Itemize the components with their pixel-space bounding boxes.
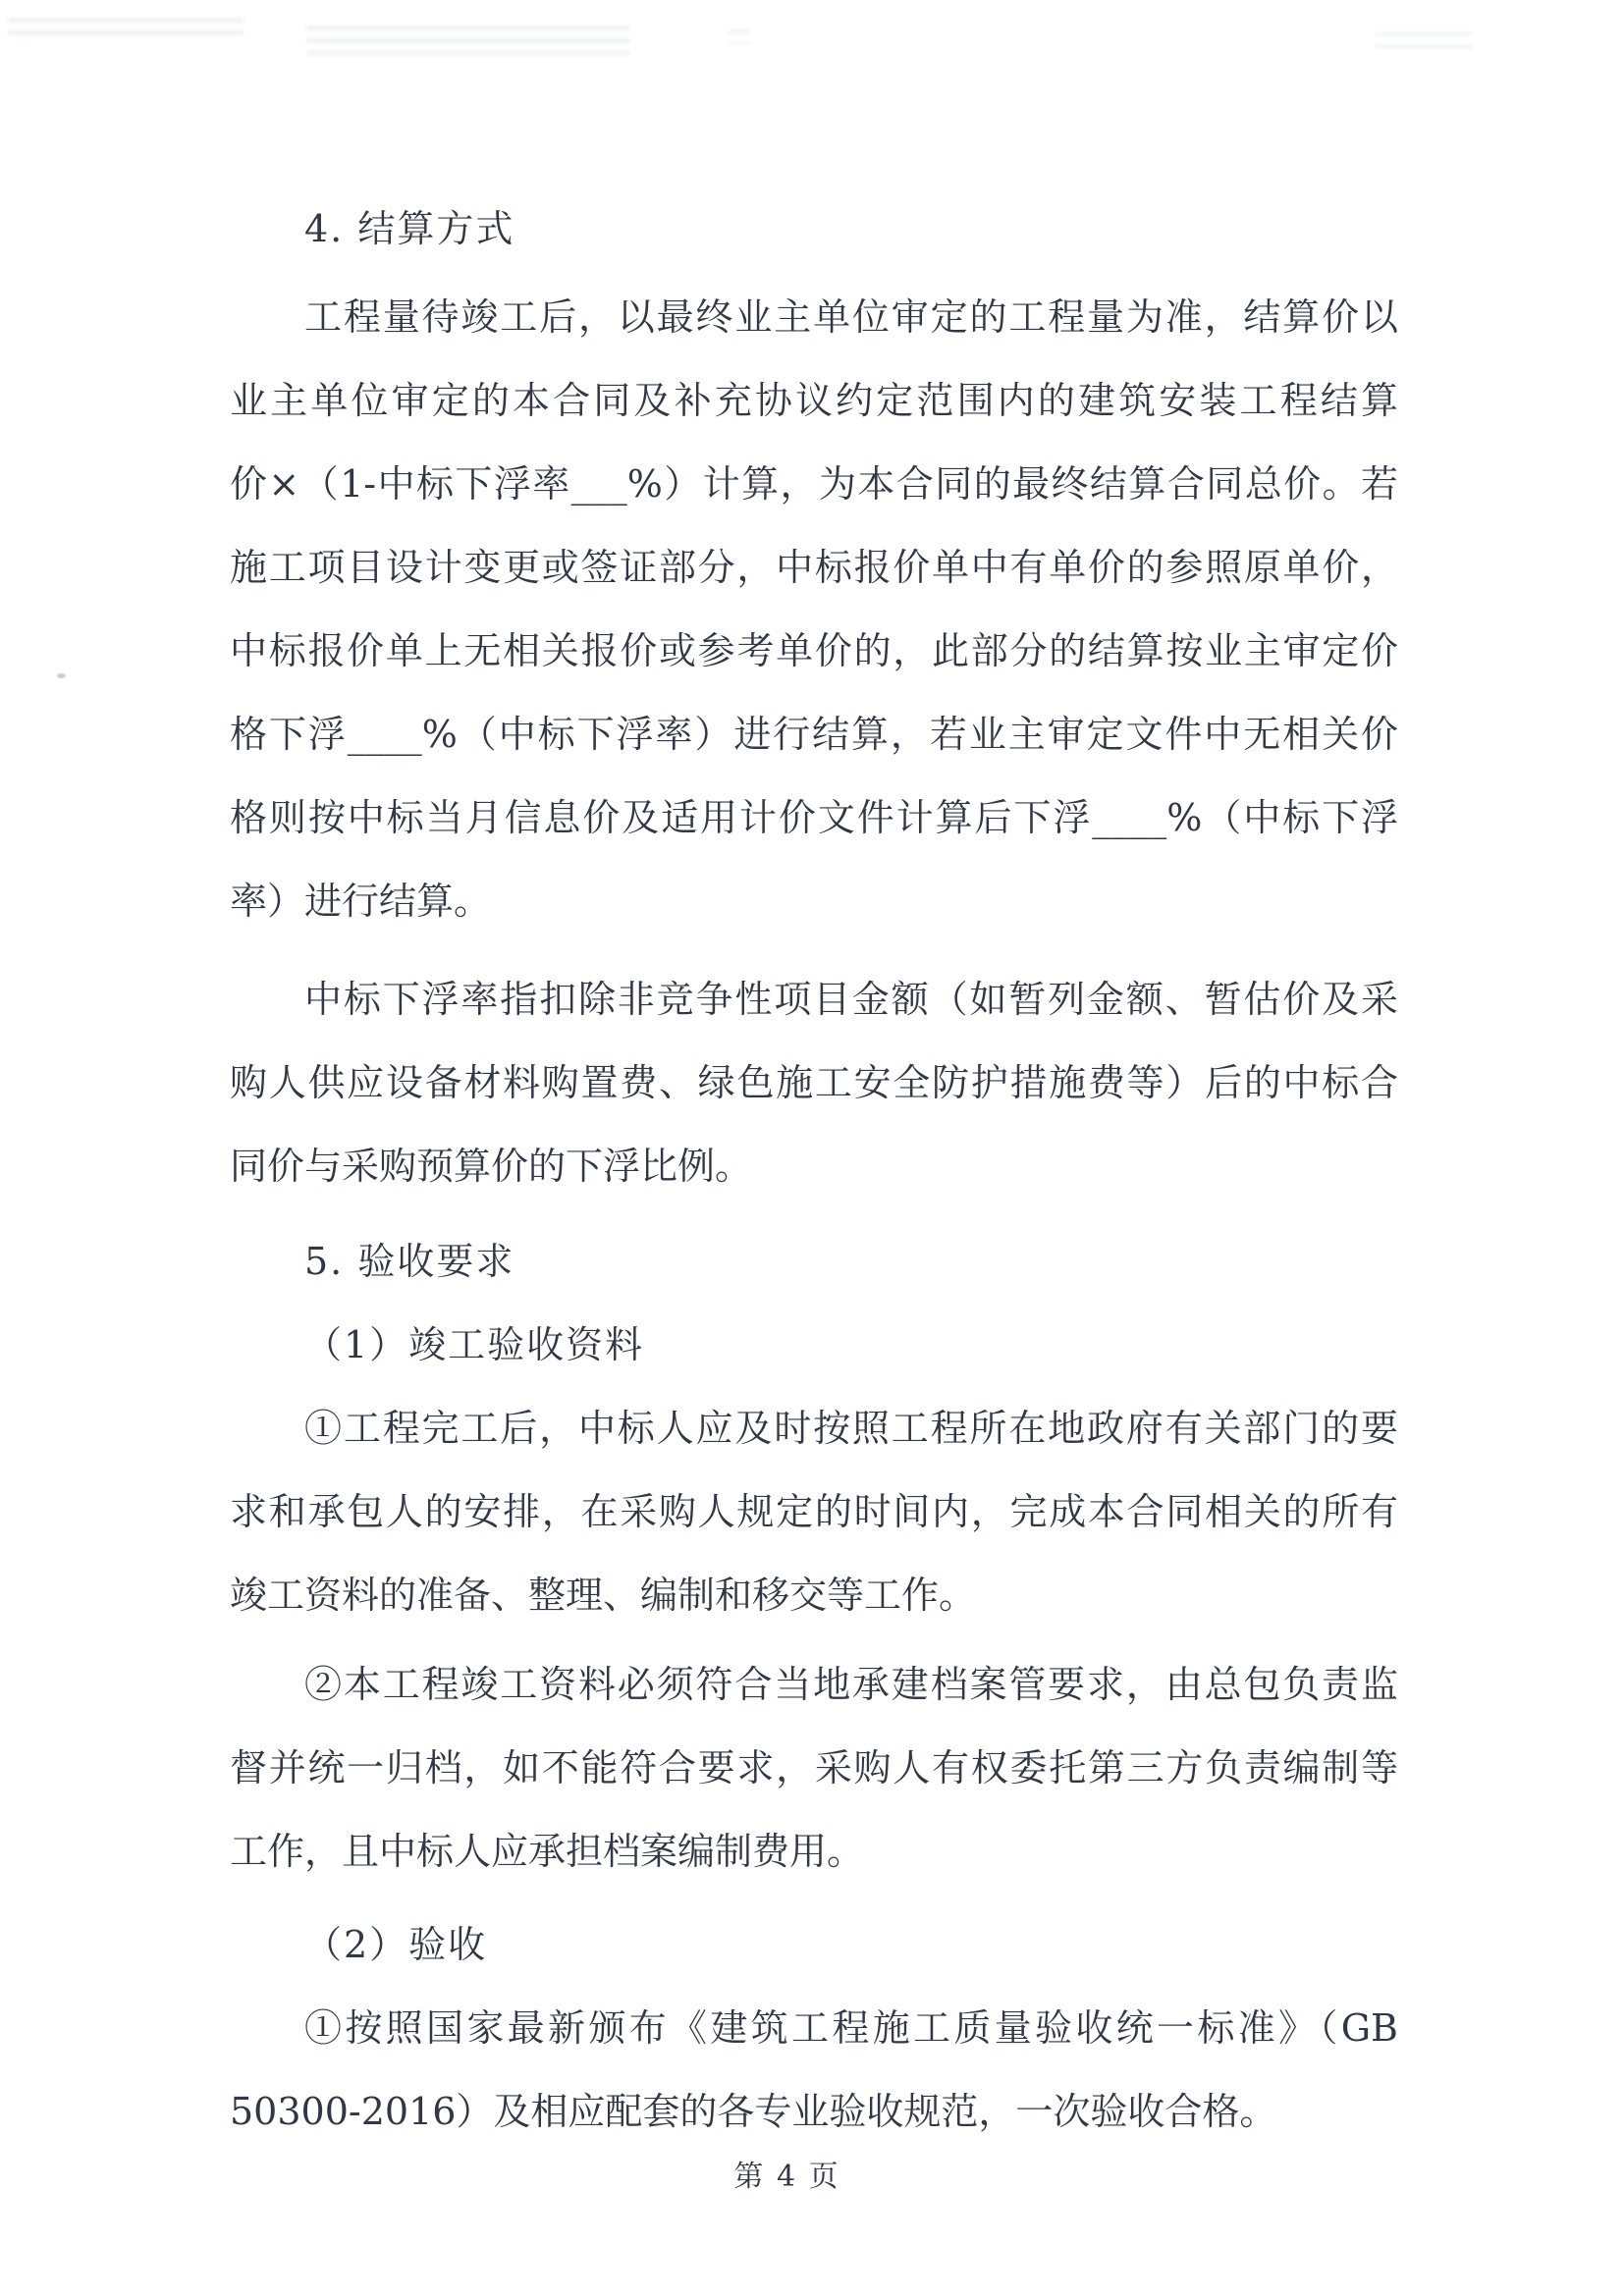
doc-line: 竣工资料的准备、整理、编制和移交等工作。: [230, 1574, 977, 1617]
doc-line: 中标下浮率指扣除非竞争性项目金额（如暂列金额、暂估价及采: [304, 978, 1398, 1021]
paragraph-settlement-terms: [230, 276, 1398, 943]
doc-line: 价×（1-中标下浮率___%）计算，为本合同的最终结算合同总价。若: [230, 462, 1398, 506]
paragraph-completion-documents-2: [230, 1643, 1398, 1894]
doc-line: ①工程完工后，中标人应及时按照工程所在地政府有关部门的要: [304, 1407, 1398, 1450]
scan-ghosting-artifact: [1375, 31, 1473, 49]
doc-line: 工作，且中标人应承担档案编制费用。: [230, 1830, 865, 1873]
paragraph-completion-documents-1: [230, 1387, 1398, 1637]
section-heading-settlement: 4. 结算方式: [304, 207, 515, 250]
section-heading-acceptance: 5. 验收要求: [304, 1240, 515, 1283]
page-number: 第 4 页: [733, 2160, 840, 2194]
scan-speck-artifact: [57, 673, 66, 678]
paragraph-acceptance-standard: [230, 1987, 1398, 2154]
subsection-heading-acceptance: （2）验收: [304, 1923, 488, 1966]
scan-ghosting-artifact: [729, 29, 750, 45]
doc-line: 率）进行结算。: [230, 880, 492, 923]
doc-line: 业主单位审定的本合同及补充协议约定范围内的建筑安装工程结算: [230, 379, 1398, 422]
paragraph-discount-rate-definition: [230, 958, 1398, 1208]
doc-line: 中标报价单上无相关报价或参考单价的，此部分的结算按业主审定价: [230, 629, 1398, 672]
doc-line: 工程量待竣工后，以最终业主单位审定的工程量为准，结算价以: [304, 295, 1398, 339]
doc-line: 同价与采购预算价的下浮比例。: [230, 1145, 753, 1188]
doc-line: 施工项目设计变更或签证部分，中标报价单中有单价的参照原单价，: [230, 546, 1398, 589]
subsection-heading-completion-documents: （1）竣工验收资料: [304, 1323, 645, 1366]
scan-ghosting-artifact: [8, 18, 244, 39]
doc-line: 50300-2016）及相应配套的各专业验收规范，一次验收合格。: [230, 2090, 1277, 2133]
doc-line: 督并统一归档，如不能符合要求，采购人有权委托第三方负责编制等: [230, 1746, 1398, 1789]
doc-line: 格则按中标当月信息价及适用计价文件计算后下浮____%（中标下浮: [230, 796, 1398, 839]
document-body: [230, 187, 1398, 2199]
scan-ghosting-artifact: [306, 26, 630, 55]
doc-line: 格下浮____%（中标下浮率）进行结算，若业主审定文件中无相关价: [230, 713, 1398, 756]
doc-line: ①按照国家最新颁布《建筑工程施工质量验收统一标准》（GB: [304, 2006, 1398, 2050]
doc-line: 求和承包人的安排，在采购人规定的时间内，完成本合同相关的所有: [230, 1490, 1398, 1533]
doc-line: 购人供应设备材料购置费、绿色施工安全防护措施费等）后的中标合: [230, 1061, 1398, 1104]
doc-line: ②本工程竣工资料必须符合当地承建档案管要求，由总包负责监: [304, 1663, 1398, 1706]
